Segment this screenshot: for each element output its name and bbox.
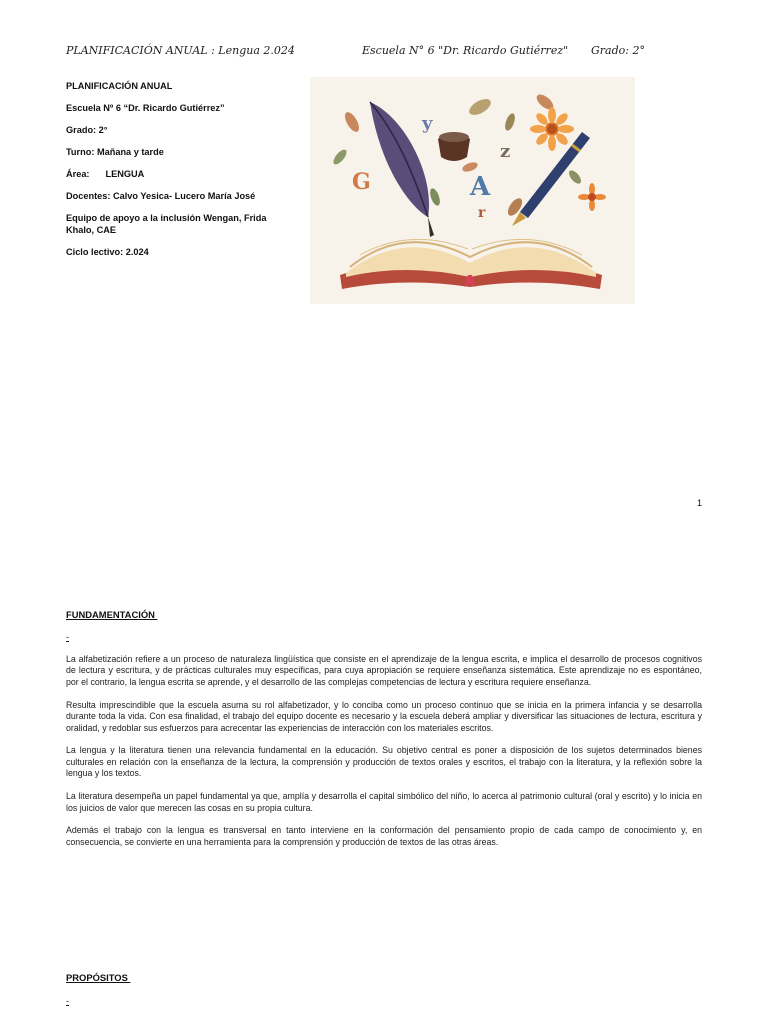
paragraph: La literatura desempeña un papel fundamental ya que, amplía y desarrolla el capital simbólico del niño, lo acerca al patrimonio cultural (oral y escrito) y lo inicia en los juicios de valor que merecen las cosas en su propia cultura. [66, 791, 702, 813]
page-number: 1 [697, 498, 703, 508]
paragraph: Además el trabajo con la lengua es transversal en tanto interviene en la conformación del pensamiento propio de cada campo de conocimiento y, en consecuencia, se convierte en una herramienta para la comprensión y producción de textos de las otras áreas. [66, 825, 702, 847]
letter-y: y [422, 113, 433, 134]
book-illustration-icon [310, 77, 635, 304]
info-area-label: Área: [66, 169, 90, 179]
paragraph: La alfabetización refiere a un proceso de naturaleza lingüística que consiste en el aprendizaje de la lengua escrita, e implica el desarrollo de procesos cognitivos de lectura y escritura, y de prácticas culturales muy específicas, para cuya apropiación se requiere enseñanza sistemática. Este aprendizaje no es espontáneo, por el contrario, la lengua escrita se aprende, y el desarrollo de las complejas competencias de lectura y escritura requiere enseñanza. [66, 654, 702, 687]
letter-z: z [500, 141, 511, 162]
info-title: PLANIFICACIÓN ANUAL [66, 81, 173, 91]
info-shift: Turno: Mañana y tarde [66, 147, 164, 157]
header-school: Escuela N° 6 "Dr. Ricardo Gutiérrez" [362, 44, 569, 57]
info-area-value: LENGUA [105, 169, 145, 179]
info-grade: Grado: 2° [66, 125, 108, 135]
info-school-year: Ciclo lectivo: 2.024 [66, 247, 149, 257]
heading-fundamentacion: FUNDAMENTACIÓN [66, 609, 158, 620]
info-school: Escuela Nº 6 “Dr. Ricardo Gutiérrez” [66, 103, 225, 113]
paragraph: Resulta imprescindible que la escuela asuma su rol alfabetizador, y lo conciba como un proceso continuo que se inicia en la primera infancia y se desarrolla durante toda la vida. Con esa finalidad, el trabajo del equipo docente es necesario y la escuela deberá ampliar y diversificar las situaciones de lectura, escritura y oralidad, y redoblar sus esfuerzos para acrecentar las experiencias de interacción con los materiales escritos. [66, 699, 702, 733]
header-grade: Grado: 2° [591, 44, 645, 57]
letter-a: A [470, 172, 491, 202]
info-support-team: Equipo de apoyo a la inclusión Wengan, Frida Khalo, CAE [66, 213, 267, 235]
info-block [66, 80, 296, 268]
fundamentacion-body [66, 654, 702, 860]
list-dash: - [66, 996, 69, 1006]
info-area [66, 168, 296, 180]
list-dash: - [66, 632, 69, 642]
open-book-quills-illustration [310, 77, 635, 304]
info-teachers: Docentes: Calvo Yesica- Lucero María José [66, 191, 256, 201]
letter-g: G [352, 169, 371, 195]
paragraph: La lengua y la literatura tienen una relevancia fundamental en la educación. Su objetivo central es poner a disposición de los sujetos determinados bienes culturales en relación con la enseñanza de la lectura, la comprensión y producción de textos orales y escritos, el trabajo con la literatura, y la reflexión sobre la lengua y los textos. [66, 745, 702, 779]
running-header [66, 44, 646, 60]
letter-r: r [478, 205, 486, 221]
header-title: PLANIFICACIÓN ANUAL : Lengua 2.024 [66, 44, 295, 57]
heading-propositos: PROPÓSITOS [66, 972, 131, 983]
